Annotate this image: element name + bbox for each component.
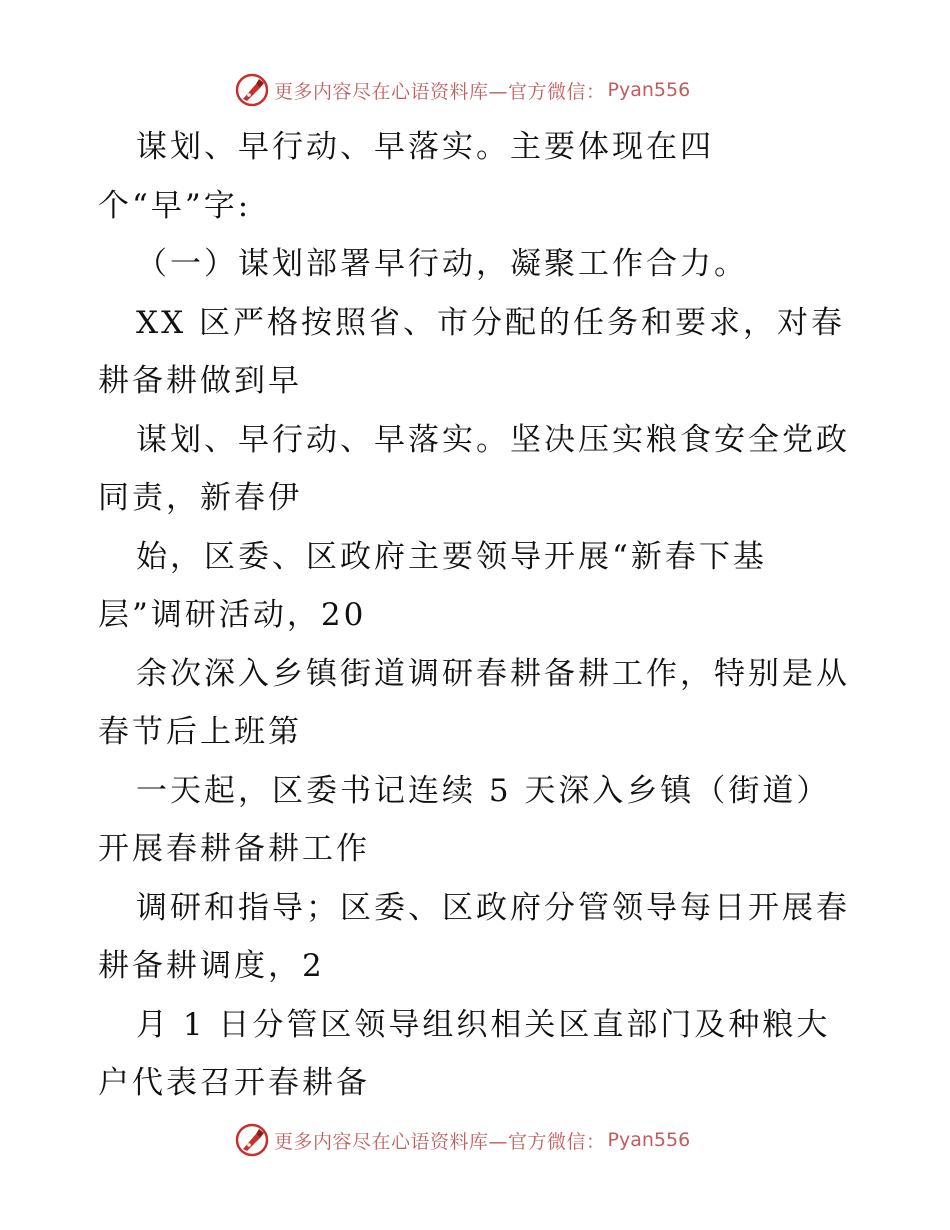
watermark-text: 更多内容尽在心语资料库—官方微信： [274, 1130, 606, 1153]
text-line: 耕备耕做到早 [98, 363, 302, 399]
text-line: 始，区委、区政府主要领导开展“新春下基 [136, 538, 767, 575]
text-line: 谋划、早行动、早落实。坚决压实粮食安全党政 [136, 421, 850, 458]
text-line: 同责，新春伊 [98, 480, 302, 516]
text-line: 余次深入乡镇街道调研春耕备耕工作，特别是从 [136, 655, 850, 692]
section-heading: （一）谋划部署早行动，凝聚工作合力。 [136, 246, 748, 282]
text-line: 谋划、早行动、早落实。主要体现在四 [136, 129, 714, 165]
text-line: 月 1 日分管区领导组织相关区直部门及种粮大 [136, 1006, 831, 1043]
text-line: 个“早”字: [98, 187, 252, 224]
watermark-text: 更多内容尽在心语资料库—官方微信： [274, 80, 606, 103]
text-line: XX 区严格按照省、市分配的任务和要求，对春 [136, 304, 845, 341]
text-line: 一天起，区委书记连续 5 天深入乡镇（街道） [136, 772, 831, 809]
header-watermark [234, 70, 690, 110]
text-line: 层”调研活动，20 [98, 597, 367, 633]
watermark-brand: Pyan556 [607, 79, 691, 101]
text-line: 春节后上班第 [98, 714, 302, 750]
text-line: 户代表召开春耕备 [98, 1065, 370, 1101]
text-line: 耕备耕调度，2 [98, 948, 325, 984]
text-line: 开展春耕备耕工作 [98, 831, 370, 867]
watermark-brand: Pyan556 [607, 1129, 691, 1151]
pen-nib-logo-icon [234, 72, 270, 108]
document-body [98, 118, 858, 1113]
footer-watermark [234, 1120, 690, 1160]
text-line: 调研和指导；区委、区政府分管领导每日开展春 [136, 889, 850, 926]
pen-nib-logo-icon [234, 1122, 270, 1158]
